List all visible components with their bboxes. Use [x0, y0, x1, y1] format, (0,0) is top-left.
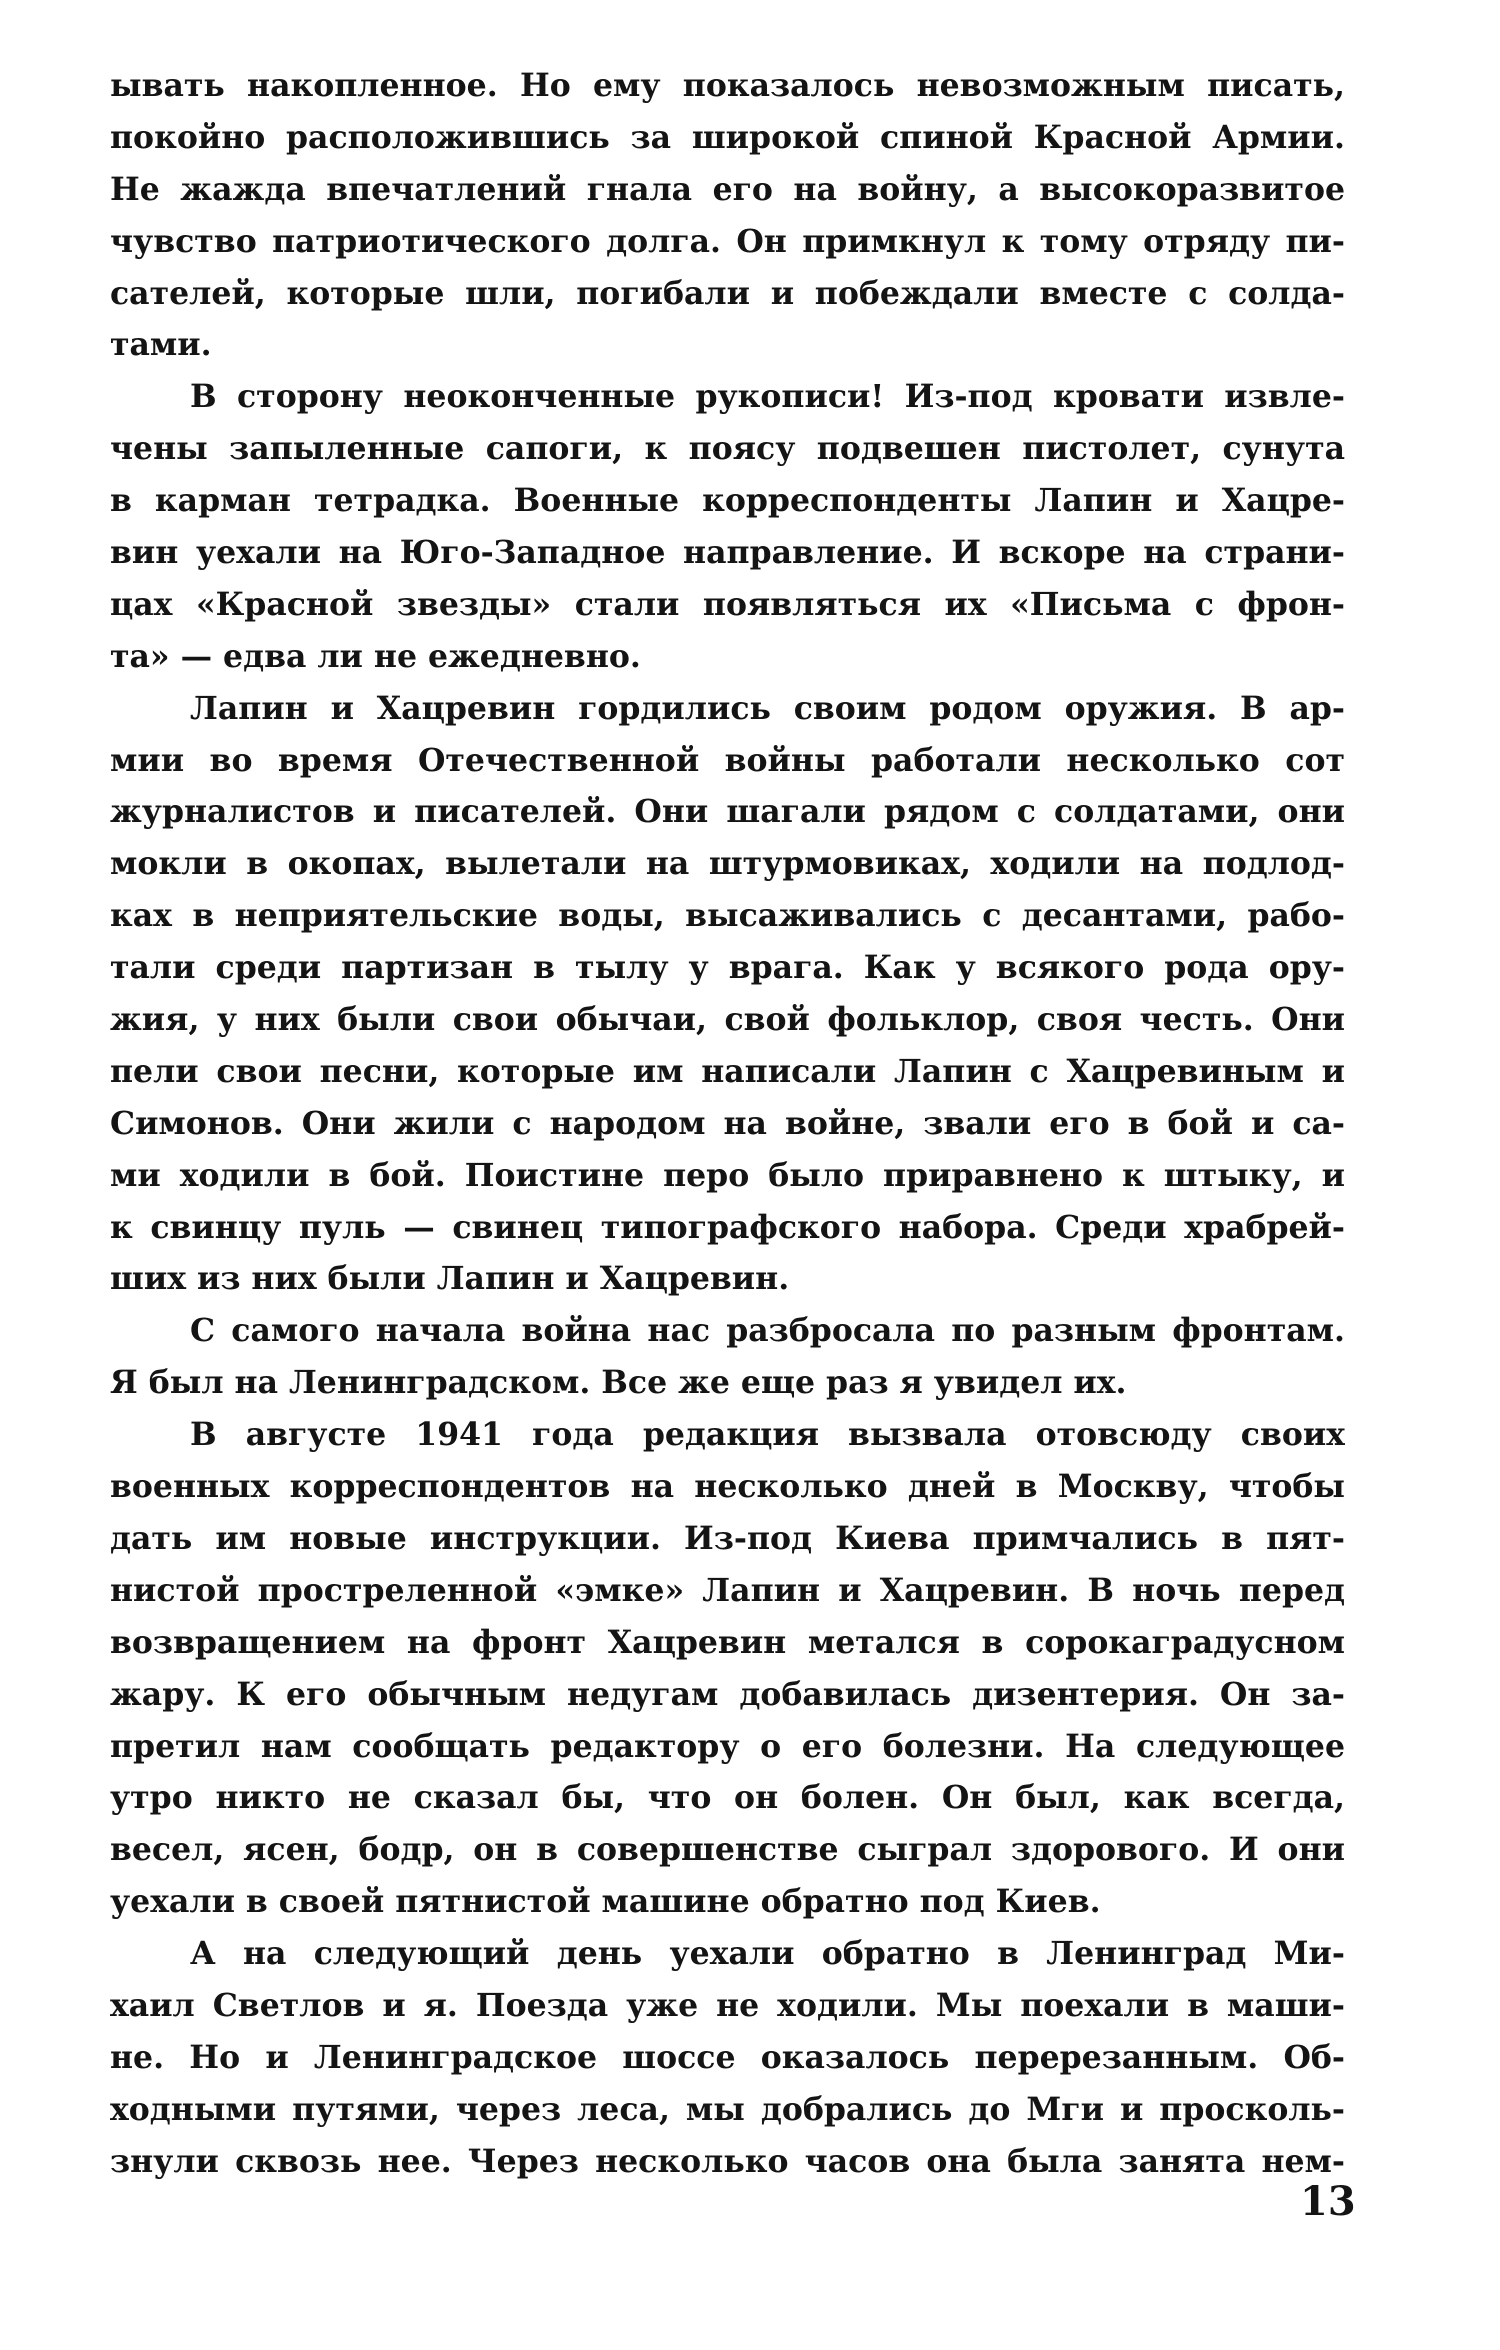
text-line: знули сквозь нее. Через несколько часов она была занята нем-	[110, 2142, 1345, 2180]
text-line: ших из них были Лапин и Хацревин.	[110, 1260, 790, 1298]
text-line: покойно расположившись за широкой спиной Красной Армии.	[110, 118, 1345, 156]
text-line: тали среди партизан в тылу у врага. Как у всякого рода ору-	[110, 949, 1345, 987]
text-line: журналистов и писателей. Они шагали рядом с солдатами, они	[110, 793, 1345, 831]
text-line: хаил Светлов и я. Поезда уже не ходили. Мы поехали в маши-	[110, 1986, 1345, 2024]
text-line: утро никто не сказал бы, что он болен. Он был, как всегда,	[110, 1779, 1345, 1817]
text-line: нистой простреленной «эмке» Лапин и Хацревин. В ночь перед	[110, 1571, 1345, 1609]
text-line: жия, у них были свои обычаи, свой фольклор, своя честь. Они	[110, 1001, 1345, 1039]
text-line: ми ходили в бой. Поистине перо было приравнено к штыку, и	[110, 1156, 1345, 1194]
text-line: та» — едва ли не ежедневно.	[110, 637, 641, 675]
text-line: возвращением на фронт Хацревин метался в сорокаградусном	[110, 1623, 1345, 1661]
text-line: весел, ясен, бодр, он в совершенстве сыграл здорового. И они	[110, 1831, 1345, 1869]
text-line: ходными путями, через леса, мы добрались до Мги и просколь-	[110, 2090, 1345, 2128]
text-line: Я был на Ленинградском. Все же еще раз я увидел их.	[110, 1364, 1127, 1402]
text-line: мокли в окопах, вылетали на штурмовиках, ходили на подлод-	[110, 845, 1345, 883]
text-line: жару. К его обычным недугам добавилась дизентерия. Он за-	[110, 1675, 1345, 1713]
page-number: 13	[1300, 2178, 1356, 2225]
paragraph-first-line: В августе 1941 года редакция вызвала отовсюду своих	[190, 1416, 1345, 1454]
paragraph-first-line: В сторону неоконченные рукописи! Из-под кровати извле-	[190, 378, 1345, 416]
text-line: сателей, которые шли, погибали и побеждали вместе с солда-	[110, 274, 1345, 312]
page-text-block	[110, 60, 1345, 2188]
text-line: Не жажда впечатлений гнала его на войну, а высокоразвитое	[110, 170, 1345, 208]
text-line: тами.	[110, 326, 212, 364]
paragraph-first-line: Лапин и Хацревин гордились своим родом оружия. В ар-	[190, 689, 1345, 727]
text-line: дать им новые инструкции. Из-под Киева примчались в пят-	[110, 1519, 1345, 1557]
paragraph-first-line: А на следующий день уехали обратно в Ленинград Ми-	[190, 1935, 1345, 1973]
text-line: чувство патриотического долга. Он примкнул к тому отряду пи-	[110, 222, 1345, 260]
text-line: к свинцу пуль — свинец типографского набора. Среди храбрей-	[110, 1208, 1345, 1246]
text-line: не. Но и Ленинградское шоссе оказалось перерезанным. Об-	[110, 2038, 1345, 2076]
text-line: претил нам сообщать редактору о его болезни. На следующее	[110, 1727, 1345, 1765]
text-line: мии во время Отечественной войны работали несколько сот	[110, 741, 1345, 779]
text-line: цах «Красной звезды» стали появляться их «Письма с фрон-	[110, 585, 1345, 623]
paragraph-first-line: С самого начала война нас разбросала по разным фронтам.	[190, 1312, 1345, 1350]
text-line: ках в неприятельские воды, высаживались с десантами, рабо-	[110, 897, 1345, 935]
text-line: уехали в своей пятнистой машине обратно под Киев.	[110, 1883, 1101, 1921]
text-line: пели свои песни, которые им написали Лапин с Хацревиным и	[110, 1052, 1345, 1090]
text-line: ывать накопленное. Но ему показалось невозможным писать,	[110, 67, 1345, 104]
text-line: в карман тетрадка. Военные корреспонденты Лапин и Хацре-	[110, 482, 1345, 520]
text-line: военных корреспондентов на несколько дней в Москву, чтобы	[110, 1468, 1345, 1506]
text-line: чены запыленные сапоги, к поясу подвешен пистолет, сунута	[110, 430, 1345, 468]
text-line: вин уехали на Юго-Западное направление. И вскоре на страни-	[110, 534, 1345, 572]
text-line: Симонов. Они жили с народом на войне, звали его в бой и са-	[110, 1104, 1345, 1142]
